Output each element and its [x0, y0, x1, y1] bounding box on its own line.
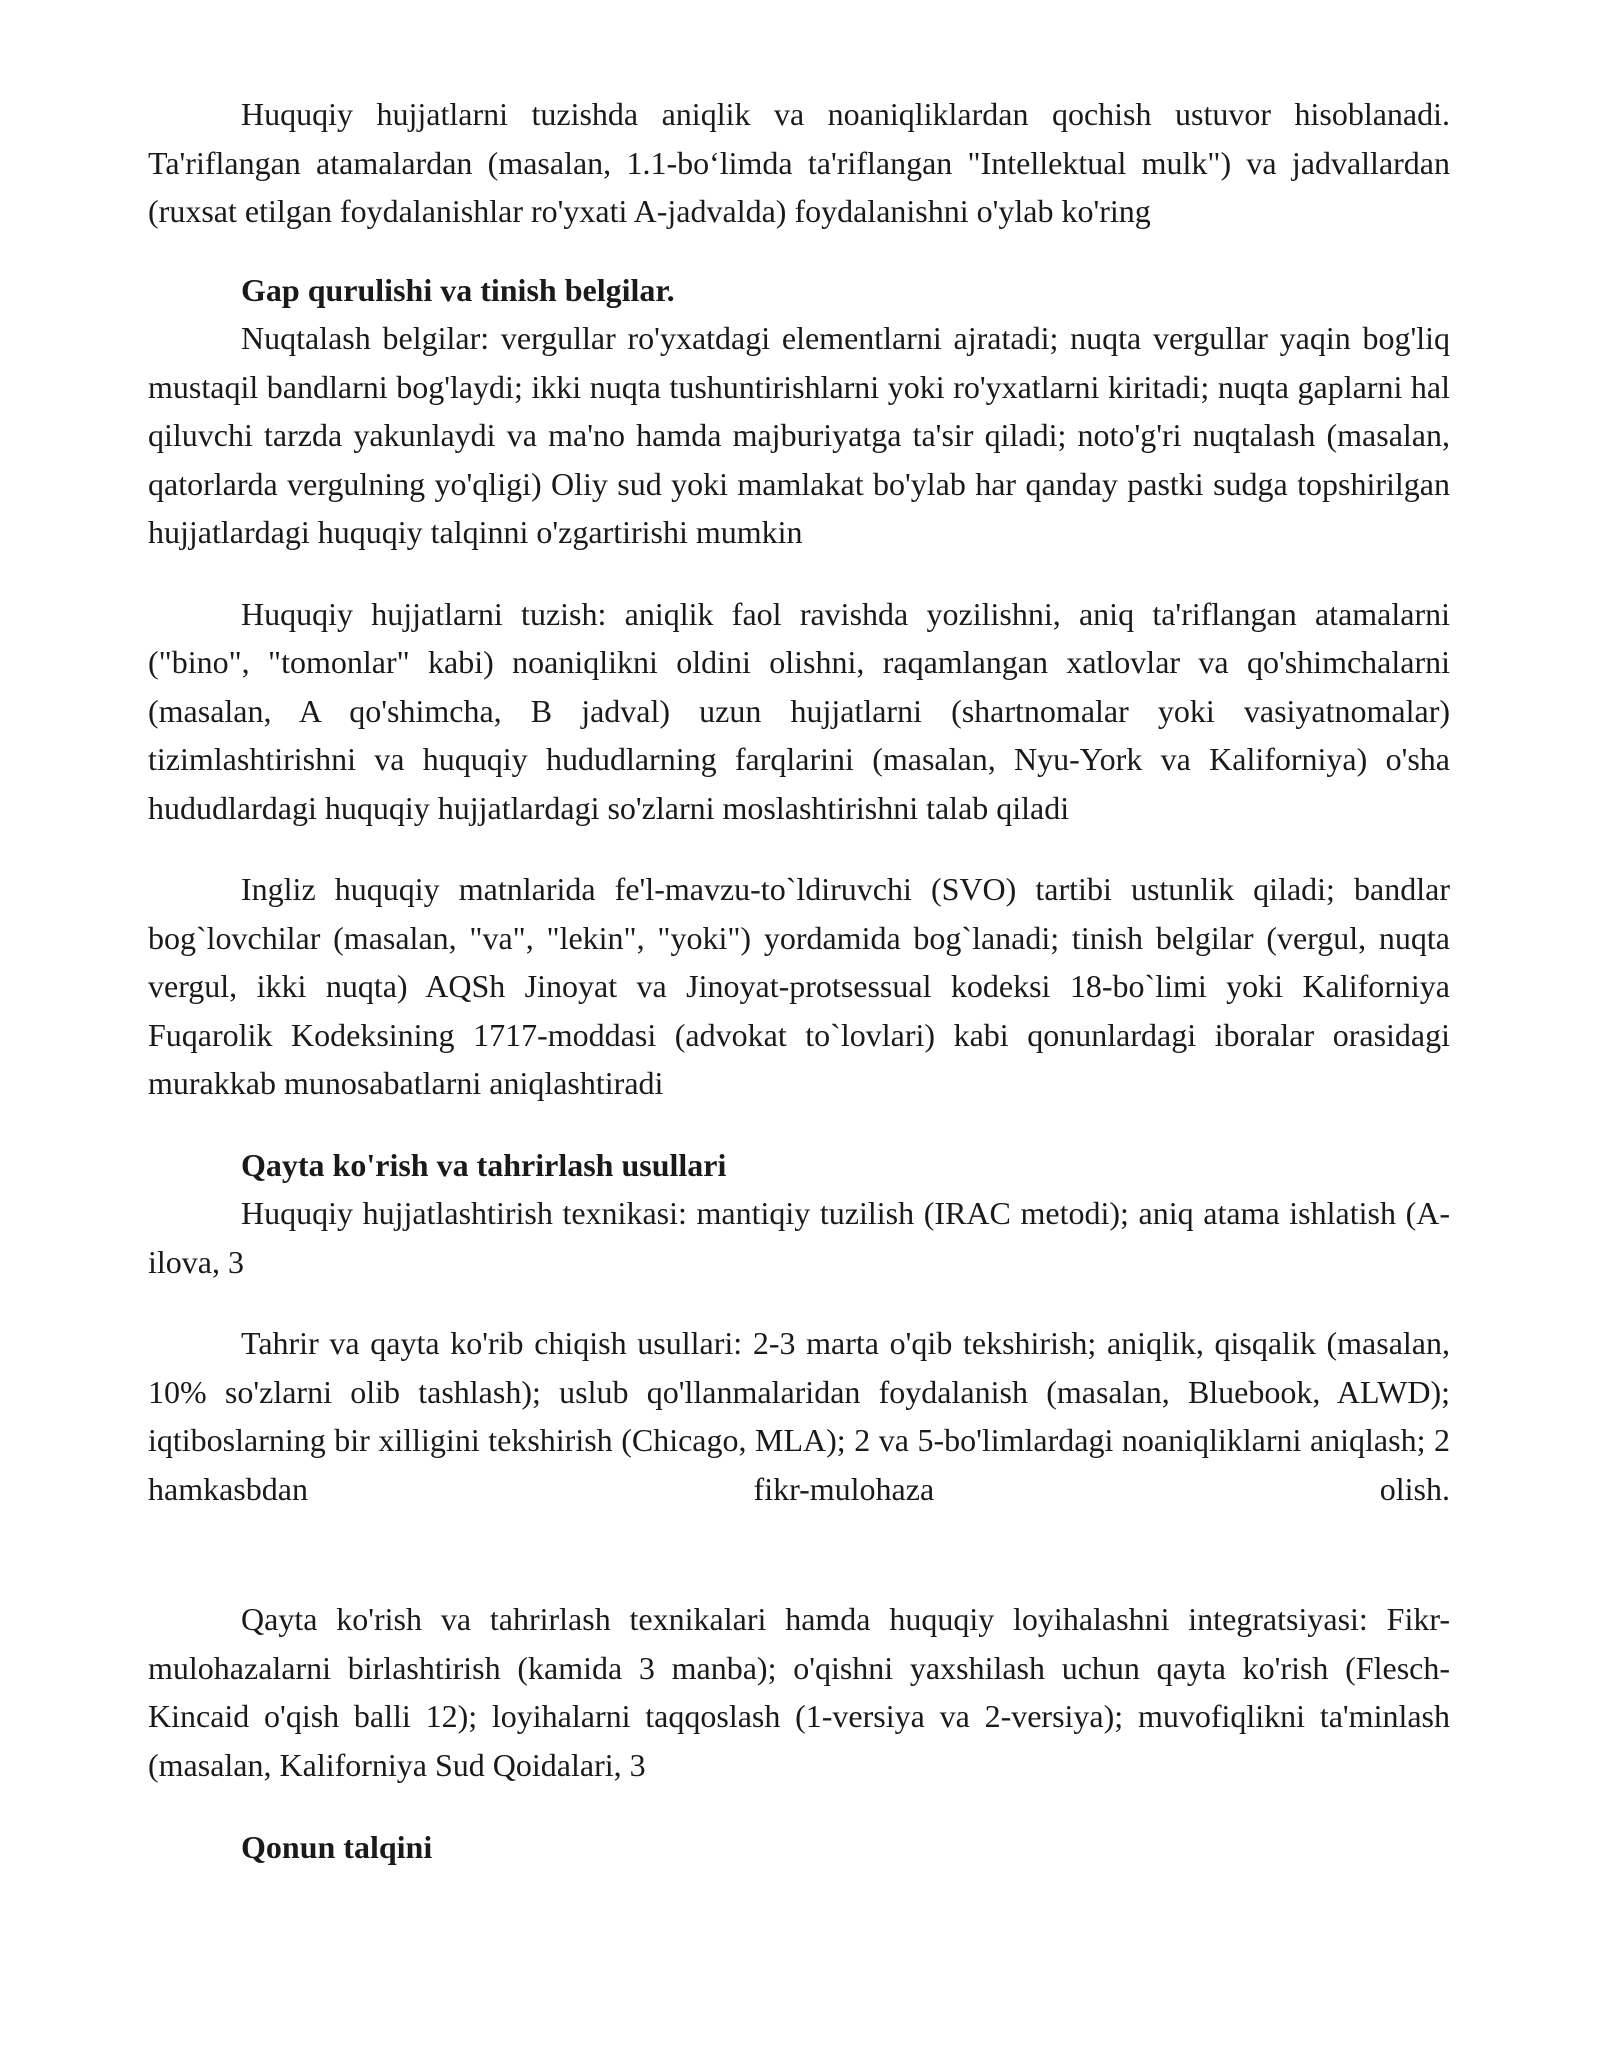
spacer: [148, 1789, 1450, 1823]
spacer: [148, 832, 1450, 865]
heading-law-interpretation: Qonun talqini: [241, 1829, 433, 1865]
paragraph-editing-methods: Tahrir va qayta ko'rib chiqish usullari: 2-3 marta o'qib tekshirish; aniqlik, qisqalik (masalan, 10% so'zlarni olib tashlash); uslub qo'llanmalaridan foydalanish (masalan, Bluebook, ALWD); iqtiboslarning bir xilligini tekshirish (Chicago, MLA); 2 va 5-bo'limlardagi noaniqliklarni aniqlash; 2 hamkasbdan fikr-mulohaza olish.: [148, 1325, 1450, 1507]
spacer: [148, 557, 1450, 590]
paragraph-documentation-technique: Huquqiy hujjatlashtirish texnikasi: mantiqiy tuzilish (IRAC metodi); aniq atama ishlatish (A-ilova, 3: [148, 1195, 1450, 1280]
heading-revision-methods: Qayta ko'rish va tahrirlash usullari: [241, 1146, 727, 1183]
heading-sentence-structure: Gap qurulishi va tinish belgilar.: [241, 271, 675, 308]
paragraph-drafting-precision: Huquqiy hujjatlarni tuzishda aniqlik va noaniqliklardan qochish ustuvor hisoblanadi. Ta'riflangan atamalardan (masalan, 1.1-bo‘limda ta'riflangan "Intellektual mulk") va jadvallardan (ruxsat etilgan foydalanishlar ro'yxati A-jadvalda) foydalanishni o'ylab ko'ring: [148, 96, 1450, 229]
spacer: [148, 236, 1450, 266]
document-page: [148, 90, 1450, 1872]
paragraph-drafting-clarity: Huquqiy hujjatlarni tuzish: aniqlik faol ravishda yozilishni, aniq ta'riflangan atamalarni ("bino", "tomonlar" kabi) noaniqlikni oldini olishni, raqamlangan xatlovlar va qo'shimchalarni (masalan, A qo'shimcha, B jadval) uzun hujjatlarni (shartnomalar yoki vasiyatnomalar) tizimlashtirishni va huquqiy hududlarning farqlarini (masalan, Nyu-York va Kaliforniya) o'sha hududlardagi huquqiy hujjatlardagi so'zlarni moslashtirishni talab qiladi: [148, 595, 1450, 826]
spacer: [148, 1108, 1450, 1141]
paragraph-revision-integration: Qayta ko'rish va tahrirlash texnikalari hamda huquqiy loyihalashni integratsiyasi: Fikr-mulohazalarni birlashtirish (kamida 3 manba); o'qishni yaxshilash uchun qayta ko'rish (Flesch-Kincaid o'qish balli 12); loyihalarni taqqoslash (1-versiya va 2-versiya); muvofiqlikni ta'minlash (masalan, Kaliforniya Sud Qoidalari, 3: [148, 1601, 1450, 1783]
spacer: [148, 1286, 1450, 1319]
paragraph-svo-order: Ingliz huquqiy matnlarida fe'l-mavzu-to`ldiruvchi (SVO) tartibi ustunlik qiladi; bandlar bog`lovchilar (masalan, "va", "lekin", "yoki") yordamida bog`lanadi; tinish belgilar (vergul, nuqta vergul, ikki nuqta) AQSh Jinoyat va Jinoyat-protsessual kodeksi 18-bo`limi yoki Kaliforniya Fuqarolik Kodeksining 1717-moddasi (advokat to`lovlari) kabi qonunlardagi iboralar orasidagi murakkab munosabatlarni aniqlashtiradi: [148, 871, 1450, 1101]
paragraph-punctuation: Nuqtalash belgilar: vergullar ro'yxatdagi elementlarni ajratadi; nuqta vergullar yaqin bog'liq mustaqil bandlarni bog'laydi; ikki nuqta tushuntirishlarni yoki ro'yxatlarni kiritadi; nuqta gaplarni hal qiluvchi tarzda yakunlaydi va ma'no hamda majburiyatga ta'sir qiladi; noto'g'ri nuqtalash (masalan, qatorlarda vergulning yo'qligi) Oliy sud yoki mamlakat bo'ylab har qanday pastki sudga topshirilgan hujjatlardagi huquqiy talqinni o'zgartirishi mumkin: [148, 320, 1450, 550]
spacer: [148, 1513, 1450, 1595]
